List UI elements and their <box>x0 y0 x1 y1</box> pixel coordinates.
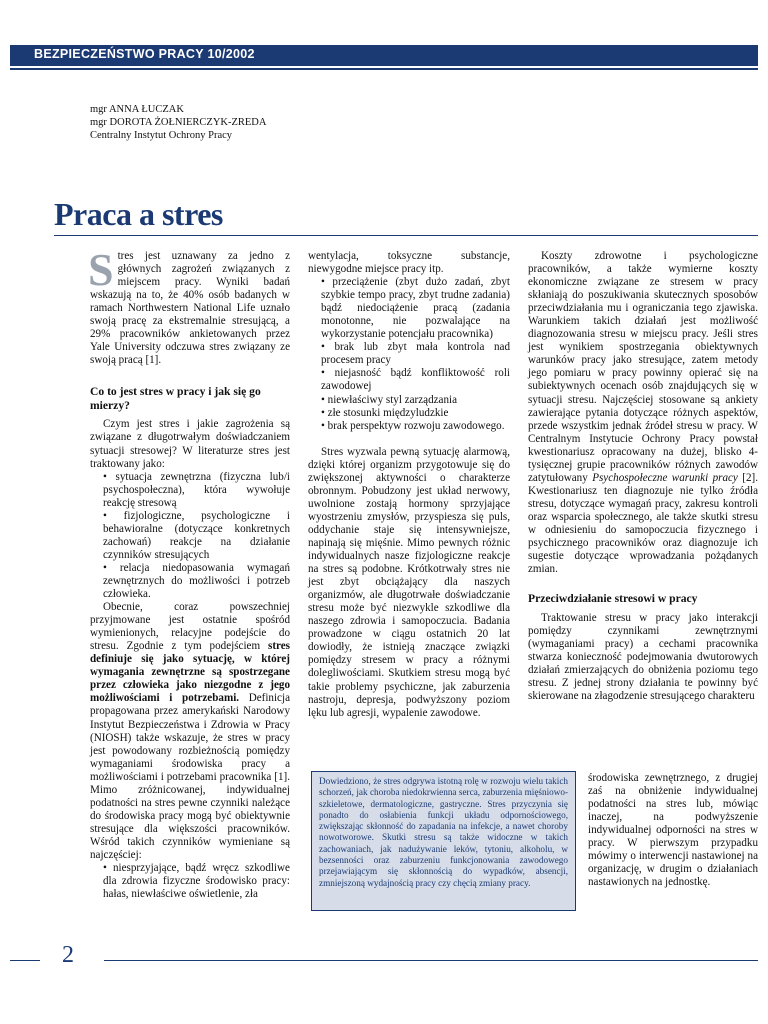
questionnaire-title: Psychospołeczne warunki pracy <box>592 471 738 484</box>
page-number: 2 <box>62 942 74 968</box>
subheading-2: Przeciwdziałanie stresowi w pracy <box>528 592 698 606</box>
intro-paragraph: tres jest uznawany za jedno z głównych zagrożeń związanych z miejscem pracy. Wyniki badań wskazują na to, że 40% osób badanych w ramach Northwestern National Life uznało swoją pracę za ekstremalnie stresującą, a 29% pracowników ankietowanych przez Yale University odczuwa stres związany ze swoją pracą [1]. <box>90 250 290 367</box>
footer-rule <box>104 960 758 961</box>
article-title: Praca a stres <box>54 196 223 232</box>
bullet-item: • brak perspektyw rozwoju zawodowego. <box>321 419 505 432</box>
text: Definicja propagowana przez amerykański Narodowy Instytut Bezpieczeństwa i Zdrowia w Pracy (NIOSH) także wskazuje, że stres w pracy jest powodowany rozbieżnością pomiędzy wymaganiami środowiska pracy a możliwościami i potrzebami pracownika [1]. Mimo zróżnicowanej, indywidualnej podatności na stres pewne czynniki należące do środowiska pracy mogą być obiektywnie stresujące dla większości pracowników. Wśród takich czynników wymieniane są najczęściej: <box>90 692 290 861</box>
bullet-item: • złe stosunki międzyludzkie <box>321 406 449 419</box>
column-1 <box>88 244 290 901</box>
paragraph: Czym jest stres i jakie zagrożenia są związane z długotrwałym doświadczaniem sytuacji stresowej? W literaturze stres jest traktowany jako: <box>90 418 290 470</box>
footer-rule <box>10 960 40 961</box>
text: [2]. Kwestionariusz ten diagnozuje nie tylko źródła stresu, dotyczące wymagań pracy, zakresu kontroli oraz wsparcia społecznego, ale także skutki stresu w odniesieniu do samopoczucia fizycznego i psychicznego pracowników oraz diagnozuje ich sugestie dotyczące wprowadzania pożądanych zmian. <box>528 471 758 576</box>
affiliation: Centralny Instytut Ochrony Pracy <box>90 130 233 141</box>
journal-title: BEZPIECZEŃSTWO PRACY 10/2002 <box>34 47 255 61</box>
author-2: mgr DOROTA ŻOŁNIERCZYK-ZREDA <box>90 117 267 128</box>
text: Obecnie, coraz powszechniej przyjmowane jest ostatnie spośród wymienionych, relacyjne podejście do stresu. Zgodnie z tym podejściem <box>90 601 290 653</box>
bullet-item: • niewłaściwy styl zarządzania <box>321 393 458 406</box>
paragraph <box>90 601 290 862</box>
column-3-continued: środowiska zewnętrznego, z drugiej zaś na obniżenie indywidualnej podatności na stres lub, mówiąc inaczej, na podwyższenie indywidualnej odporności na stres w pracy. W pierwszym przypadku mówimy o interwencji nastawionej na organizację, w drugim o działaniach nastawionych na jednostkę. <box>588 772 758 889</box>
bullet-item: • niesprzyjające, bądź wręcz szkodliwe dla zdrowia fizyczne środowisko pracy: hałas, niewłaściwe oświetlenie, zła <box>103 862 290 901</box>
bullet-item: • brak lub zbyt mała kontrola nad procesem pracy <box>321 341 510 367</box>
paragraph <box>528 250 758 576</box>
paragraph: Stres wyzwala pewną sytuację alarmową, dzięki której organizm przygotowuje się do zwiększonej aktywności o charakterze obronnym. Pobudzony jest układ nerwowy, uwolnione zostają hormony sprzyjające wyostrzeniu zmysłów, przyspiesza się puls, oddychanie staje się intensywniejsze, napinają się mięśnie. Mimo pewnych różnic indywidualnych nasze fizjologiczne reakcje na stres są podobne. Krótkotrwały stres nie jest zbyt obciążający dla naszych organizmów, ale długotrwałe doświadczanie stresu może być niezwykle szkodliwe dla naszego zdrowia i samopoczucia. Badania prowadzone w ciągu ostatnich 20 lat dowiodły, że istnieją znaczące związki pomiędzy stresem w pracy a różnymi dolegliwościami. Skutkiem stresu mogą być takie problemy psychiczne, jak zaburzenia nastroju, depresja, podwyższony poziom lęku lub agresji, wypalenie zawodowe. <box>308 445 510 719</box>
highlight-box: Dowiedziono, że stres odgrywa istotną rolę w rozwoju wielu takich schorzeń, jak choroba niedokrwienna serca, zaburzenia mięśniowo-szkieletowe, dermatologiczne, gastryczne. Stres przyczynia się ponadto do osłabienia funkcji układu odpornościowego, zwiększając skłonność do zapadania na infekcje, a nawet choroby nowotworowe. Skutki stresu są także widoczne w takich zachowaniach, jak nadużywanie leków, tytoniu, alkoholu, w bezsenności oraz zaburzeniu funkcjonowania zawodowego przejawiającym się skłonnością do wypadków, absencji, zmniejszoną wydajnością pracy czy chęcią zmiany pracy. <box>311 771 576 911</box>
column-3 <box>528 250 758 703</box>
column-2 <box>308 250 510 720</box>
definition-bold: stres definiuje się jako sytuację, w której wymagania zewnętrzne są spostrzegane przez człowieka jako niezgodne z jego możliwościami i potrzebami. <box>90 640 290 705</box>
authors <box>90 103 266 142</box>
bullet-item: • fizjologiczne, psychologiczne i behawioralne (dotyczące konkretnych zachowań) reakcje na działanie czynników stresujących <box>103 509 290 561</box>
bullet-item: • sytuacja zewnętrzna (fizyczna lub/i psychospołeczna), która wywołuje reakcję stresową <box>103 470 290 509</box>
bullet-item: • niejasność bądź konfliktowość roli zawodowej <box>321 367 510 393</box>
title-rule <box>54 235 758 236</box>
text: Koszty zdrowotne i psychologiczne pracowników, a także wymierne koszty ekonomiczne związane ze stresem w pracy skłaniają do poszukiwania skutecznych sposobów przeciwdziałania mu i ograniczania tego zjawiska. Warunkiem takich działań jest możliwość diagnozowania stresu w miejscu pracy. Jeśli stres jest wynikiem spostrzegania obiektywnych warunków pracy jako stresujące, zatem metody jego pomiaru w pracy powinny opierać się na subiektywnych ocenach osób znajdujących się w sytuacji stresu. Najczęściej stosowane są ankiety zawierające pytania dotyczące różnych aspektów, przede wszystkim jednak źródeł stresu w pracy. W Centralnym Instytucie Ochrony Pracy powstał kwestionariusz opracowany na dużej, blisko 4-tysięcznej grupie pracowników różnych zawodów zatytułowany <box>528 250 758 484</box>
bullet-item: • relacja niedopasowania wymagań zewnętrznych do możliwości i potrzeb człowieka. <box>103 561 290 601</box>
paragraph: Traktowanie stresu w pracy jako interakcji pomiędzy czynnikami zewnętrznymi (wymaganiami pracy) a cechami pracownika stwarza konieczność podejmowania dwutorowych działań zmierzających do obniżenia poziomu tego stresu. Z jednej strony działania te powinny być skierowane na złagodzenie stresującego charakteru <box>528 611 758 702</box>
dropcap: S <box>88 244 114 295</box>
header-rule <box>10 68 758 70</box>
paragraph: wentylacja, toksyczne substancje, niewygodne miejsce pracy itp. <box>308 250 510 276</box>
subheading-1: Co to jest stres w pracy i jak się go mierzy? <box>90 385 261 412</box>
author-1: mgr ANNA ŁUCZAK <box>90 104 184 115</box>
bullet-item: • przeciążenie (zbyt dużo zadań, zbyt szybkie tempo pracy, zbyt trudne zadania) bądź niedociążenie pracą (zadania monotonne, nie pozwalające na wykorzystanie potencjału pracownika) <box>321 276 510 341</box>
